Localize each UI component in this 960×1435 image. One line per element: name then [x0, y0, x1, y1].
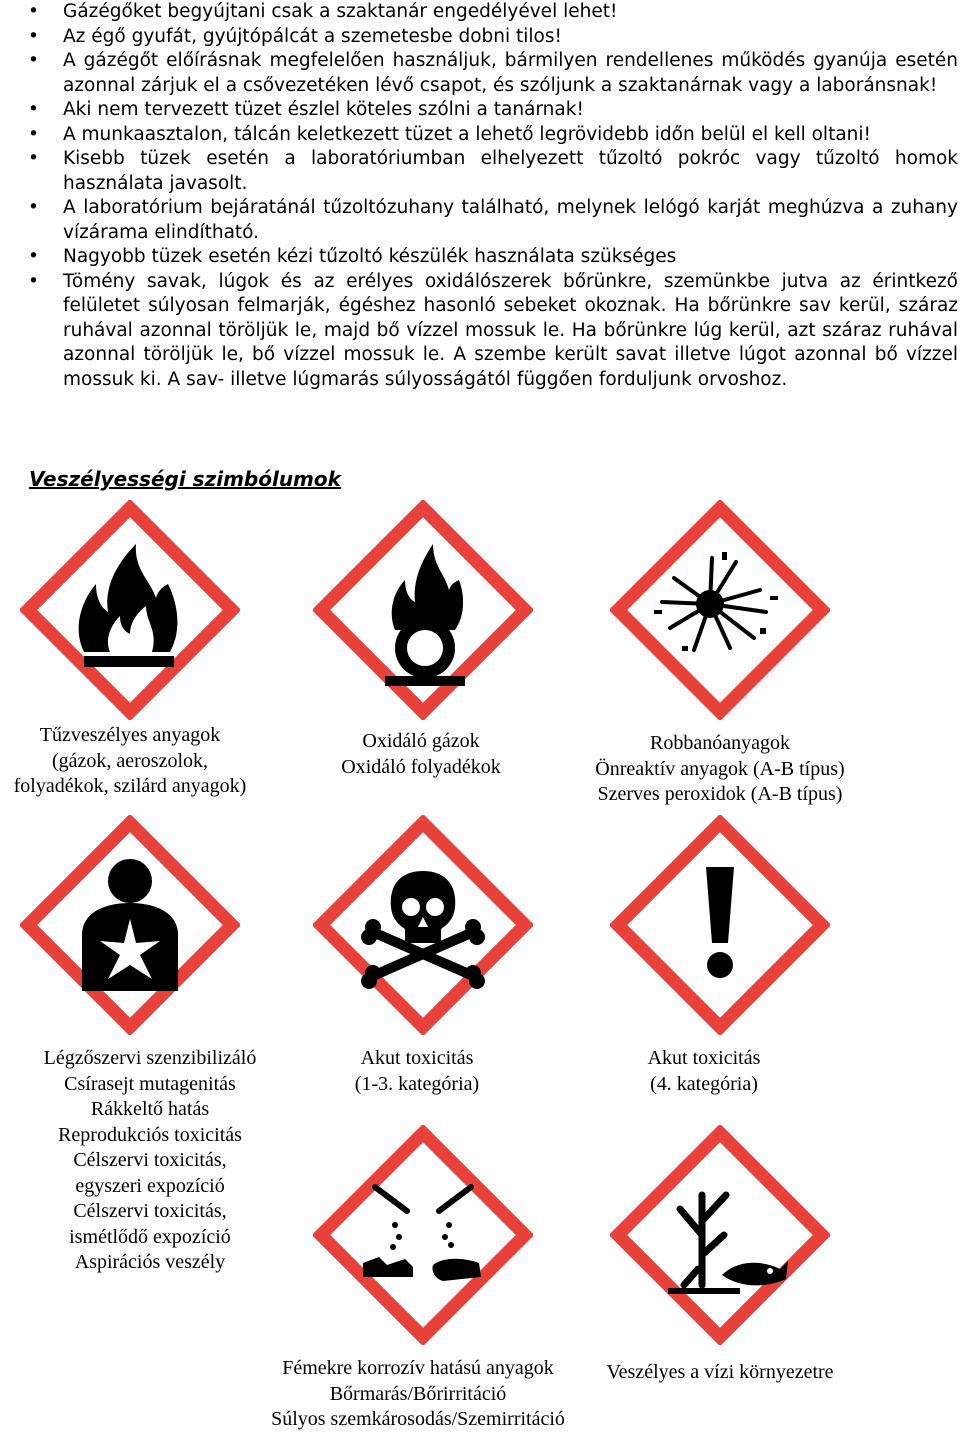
list-item: • A gázégőt előírásnak megfelelően használjuk, bármilyen rendellenes működés gyanúja esetén azonnal zárjuk el a csővezetéken lévő csapot, és szóljunk a szaktanárnak vagy a laboránsnak! — [0, 49, 960, 98]
caption-corrosive: Fémekre korrozív hatású anyagok Bőrmarás/Bőrirritáció Súlyos szemkárosodás/Szemirritáció — [271, 1357, 565, 1430]
flame-over-circle-icon — [313, 500, 533, 720]
caption-acute-toxicity-4: Akut toxicitás (4. kategória) — [647, 1047, 761, 1095]
exclamation-mark-icon — [610, 815, 830, 1035]
health-hazard-icon — [20, 815, 240, 1035]
list-item: • Az égő gyufát, gyújtópálcát a szemetesbe dobni tilos! — [0, 25, 960, 50]
section-heading: Veszélyességi szimbólumok — [29, 467, 341, 491]
caption-environment: Veszélyes a vízi környezetre — [606, 1361, 834, 1383]
list-item: • Kisebb tüzek esetén a laboratóriumban elhelyezett tűzoltó pokróc vagy tűzoltó homok használata javasolt. — [0, 147, 960, 196]
caption-explosive: Robbanóanyagok Önreaktív anyagok (A-B típus) Szerves peroxidok (A-B típus) — [595, 732, 845, 805]
list-item: • A laboratórium bejáratánál tűzoltózuhany található, melynek lelógó karját meghúzva a zuhany vízárama elindítható. — [0, 196, 960, 245]
list-item: • A munkaasztalon, tálcán keletkezett tüzet a lehető legrövidebb időn belül el kell oltani! — [0, 123, 960, 148]
exploding-bomb-icon — [610, 500, 830, 720]
caption-flammable: Tűzveszélyes anyagok (gázok, aeroszolok, folyadékok, szilárd anyagok) — [13, 724, 247, 797]
list-item: • Tömény savak, lúgok és az erélyes oxidálószerek bőrünkre, szemünkbe jutva az érintkező felületet súlyosan felmarják, égéshez hasonló sebeket okoznak. Ha bőrünkre sav kerül, száraz ruhával azonnal töröljük le, majd bő vízzel mossuk le. Ha bőrünkre lúg kerül, azt száraz ruhával azonnal töröljük le, bő vízzel mossuk le. A szembe került savat illetve lúgot azonnal bő vízzel mossuk ki. A sav- illetve lúgmarás súlyosságától függően forduljunk orvoshoz. — [0, 270, 960, 393]
caption-acute-toxicity-1-3: Akut toxicitás (1-3. kategória) — [354, 1047, 480, 1095]
list-item: • Gázégőket begyújtani csak a szaktanár engedélyével lehet! — [0, 0, 960, 25]
caption-health-hazard: Légzőszervi szenzibilizáló Csírasejt mutagenitás Rákkeltő hatás Reprodukciós toxicitás Célszervi toxicitás, egyszeri expozíció Célszervi toxicitás, ismétlődő expozíció Aspirációs veszély — [43, 1047, 257, 1273]
caption-oxidizing: Oxidáló gázok Oxidáló folyadékok — [341, 730, 501, 778]
environment-icon — [610, 1125, 830, 1345]
corrosion-icon — [313, 1125, 533, 1345]
safety-rules-list — [0, 0, 960, 392]
flame-icon — [20, 500, 240, 720]
skull-and-crossbones-icon — [313, 815, 533, 1035]
list-item: • Aki nem tervezett tüzet észlel köteles szólni a tanárnak! — [0, 98, 960, 123]
list-item: • Nagyobb tüzek esetén kézi tűzoltó készülék használata szükséges — [0, 245, 960, 270]
